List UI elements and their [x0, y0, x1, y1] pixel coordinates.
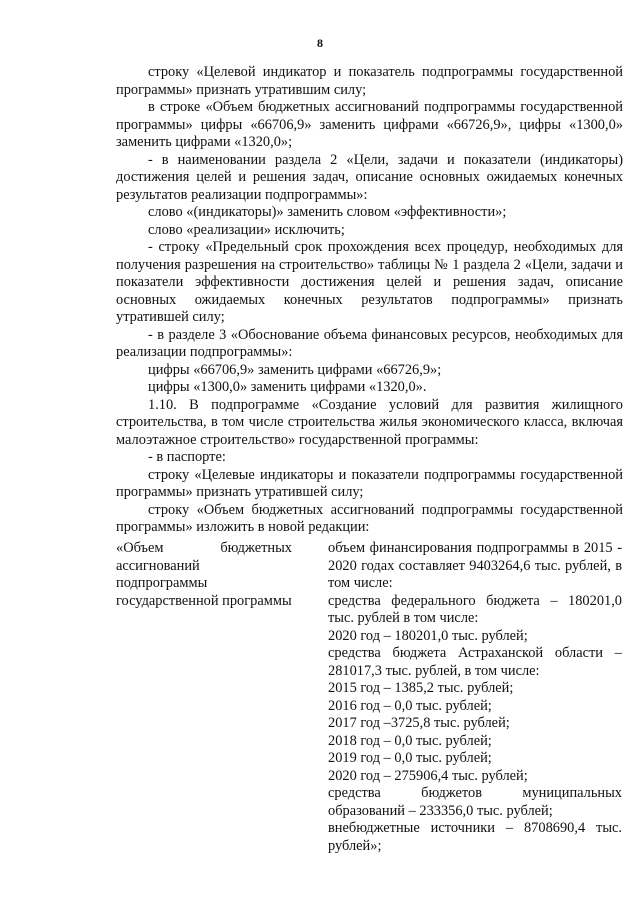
finance-line: 2018 год – 0,0 тыс. рублей;	[328, 732, 492, 749]
finance-line: 2015 год – 1385,2 тыс. рублей;	[328, 680, 514, 696]
paragraph: слово «реализации» исключить;	[148, 221, 345, 238]
document-body	[116, 64, 623, 537]
paragraph: - в разделе 3 «Обоснование объема финансовых ресурсов, необходимых для реализации подпрограммы»:	[116, 326, 623, 360]
paragraph: слово «(индикаторы)» заменить словом «эффективности»;	[148, 204, 507, 220]
finance-line: средства федерального бюджета – 180201,0 тыс. рублей в том числе:	[328, 592, 622, 626]
paragraph: цифры «1300,0» заменить цифрами «1320,0».	[148, 379, 427, 395]
paragraph: 1.10. В подпрограмме «Создание условий для развития жилищного строительства, в том числе строительства жилья экономического класса, включая малоэтажное строительство» государственной программы:	[116, 396, 623, 448]
finance-line: средства бюджетов муниципальных образований – 233356,0 тыс. рублей;	[328, 785, 622, 819]
finance-line: 2017 год –3725,8 тыс. рублей;	[328, 715, 510, 731]
finance-table-label: «Объем бюджетных ассигнований подпрограммы государственной программы	[116, 540, 292, 609]
paragraph: строку «Целевые индикаторы и показатели подпрограммы государственной программы» признать утратившей силу;	[116, 466, 623, 500]
paragraph: цифры «66706,9» заменить цифрами «66726,9»;	[148, 361, 442, 378]
finance-line: 2020 год – 180201,0 тыс. рублей;	[328, 627, 528, 644]
finance-line: средства бюджета Астраханской области – 281017,3 тыс. рублей, в том числе:	[328, 645, 622, 679]
paragraph: строку «Объем бюджетных ассигнований подпрограммы государственной программы» изложить в новой редакции:	[116, 501, 623, 535]
finance-line: 2016 год – 0,0 тыс. рублей;	[328, 697, 492, 714]
page-number: 8	[317, 36, 323, 50]
finance-table-values	[328, 540, 622, 855]
finance-line: 2020 год – 275906,4 тыс. рублей;	[328, 767, 528, 784]
paragraph: в строке «Объем бюджетных ассигнований подпрограммы государственной программы» цифры «66706,9» заменить цифрами «66726,9», цифры «1300,0» заменить цифрами «1320,0»;	[116, 99, 623, 150]
paragraph: - в паспорте:	[148, 449, 226, 465]
finance-line: объем финансирования подпрограммы в 2015 - 2020 годах составляет 9403264,6 тыс. рублей, в том числе:	[328, 540, 622, 591]
paragraph: - строку «Предельный срок прохождения всех процедур, необходимых для получения разрешения на строительство» таблицы № 1 раздела 2 «Цели, задачи и показатели эффективности достижения целей и решения задач, описание основных ожидаемых конечных результатов подпрограммы» признать утратившей силу;	[116, 239, 623, 325]
finance-line: внебюджетные источники – 8708690,4 тыс. рублей»;	[328, 820, 622, 854]
finance-line: 2019 год – 0,0 тыс. рублей;	[328, 750, 492, 766]
paragraph: строку «Целевой индикатор и показатель подпрограммы государственной программы» признать утратившим силу;	[116, 64, 623, 98]
paragraph: - в наименовании раздела 2 «Цели, задачи и показатели (индикаторы) достижения целей и решения задач, описание основных ожидаемых конечных результатов реализации подпрограммы»:	[116, 151, 623, 203]
